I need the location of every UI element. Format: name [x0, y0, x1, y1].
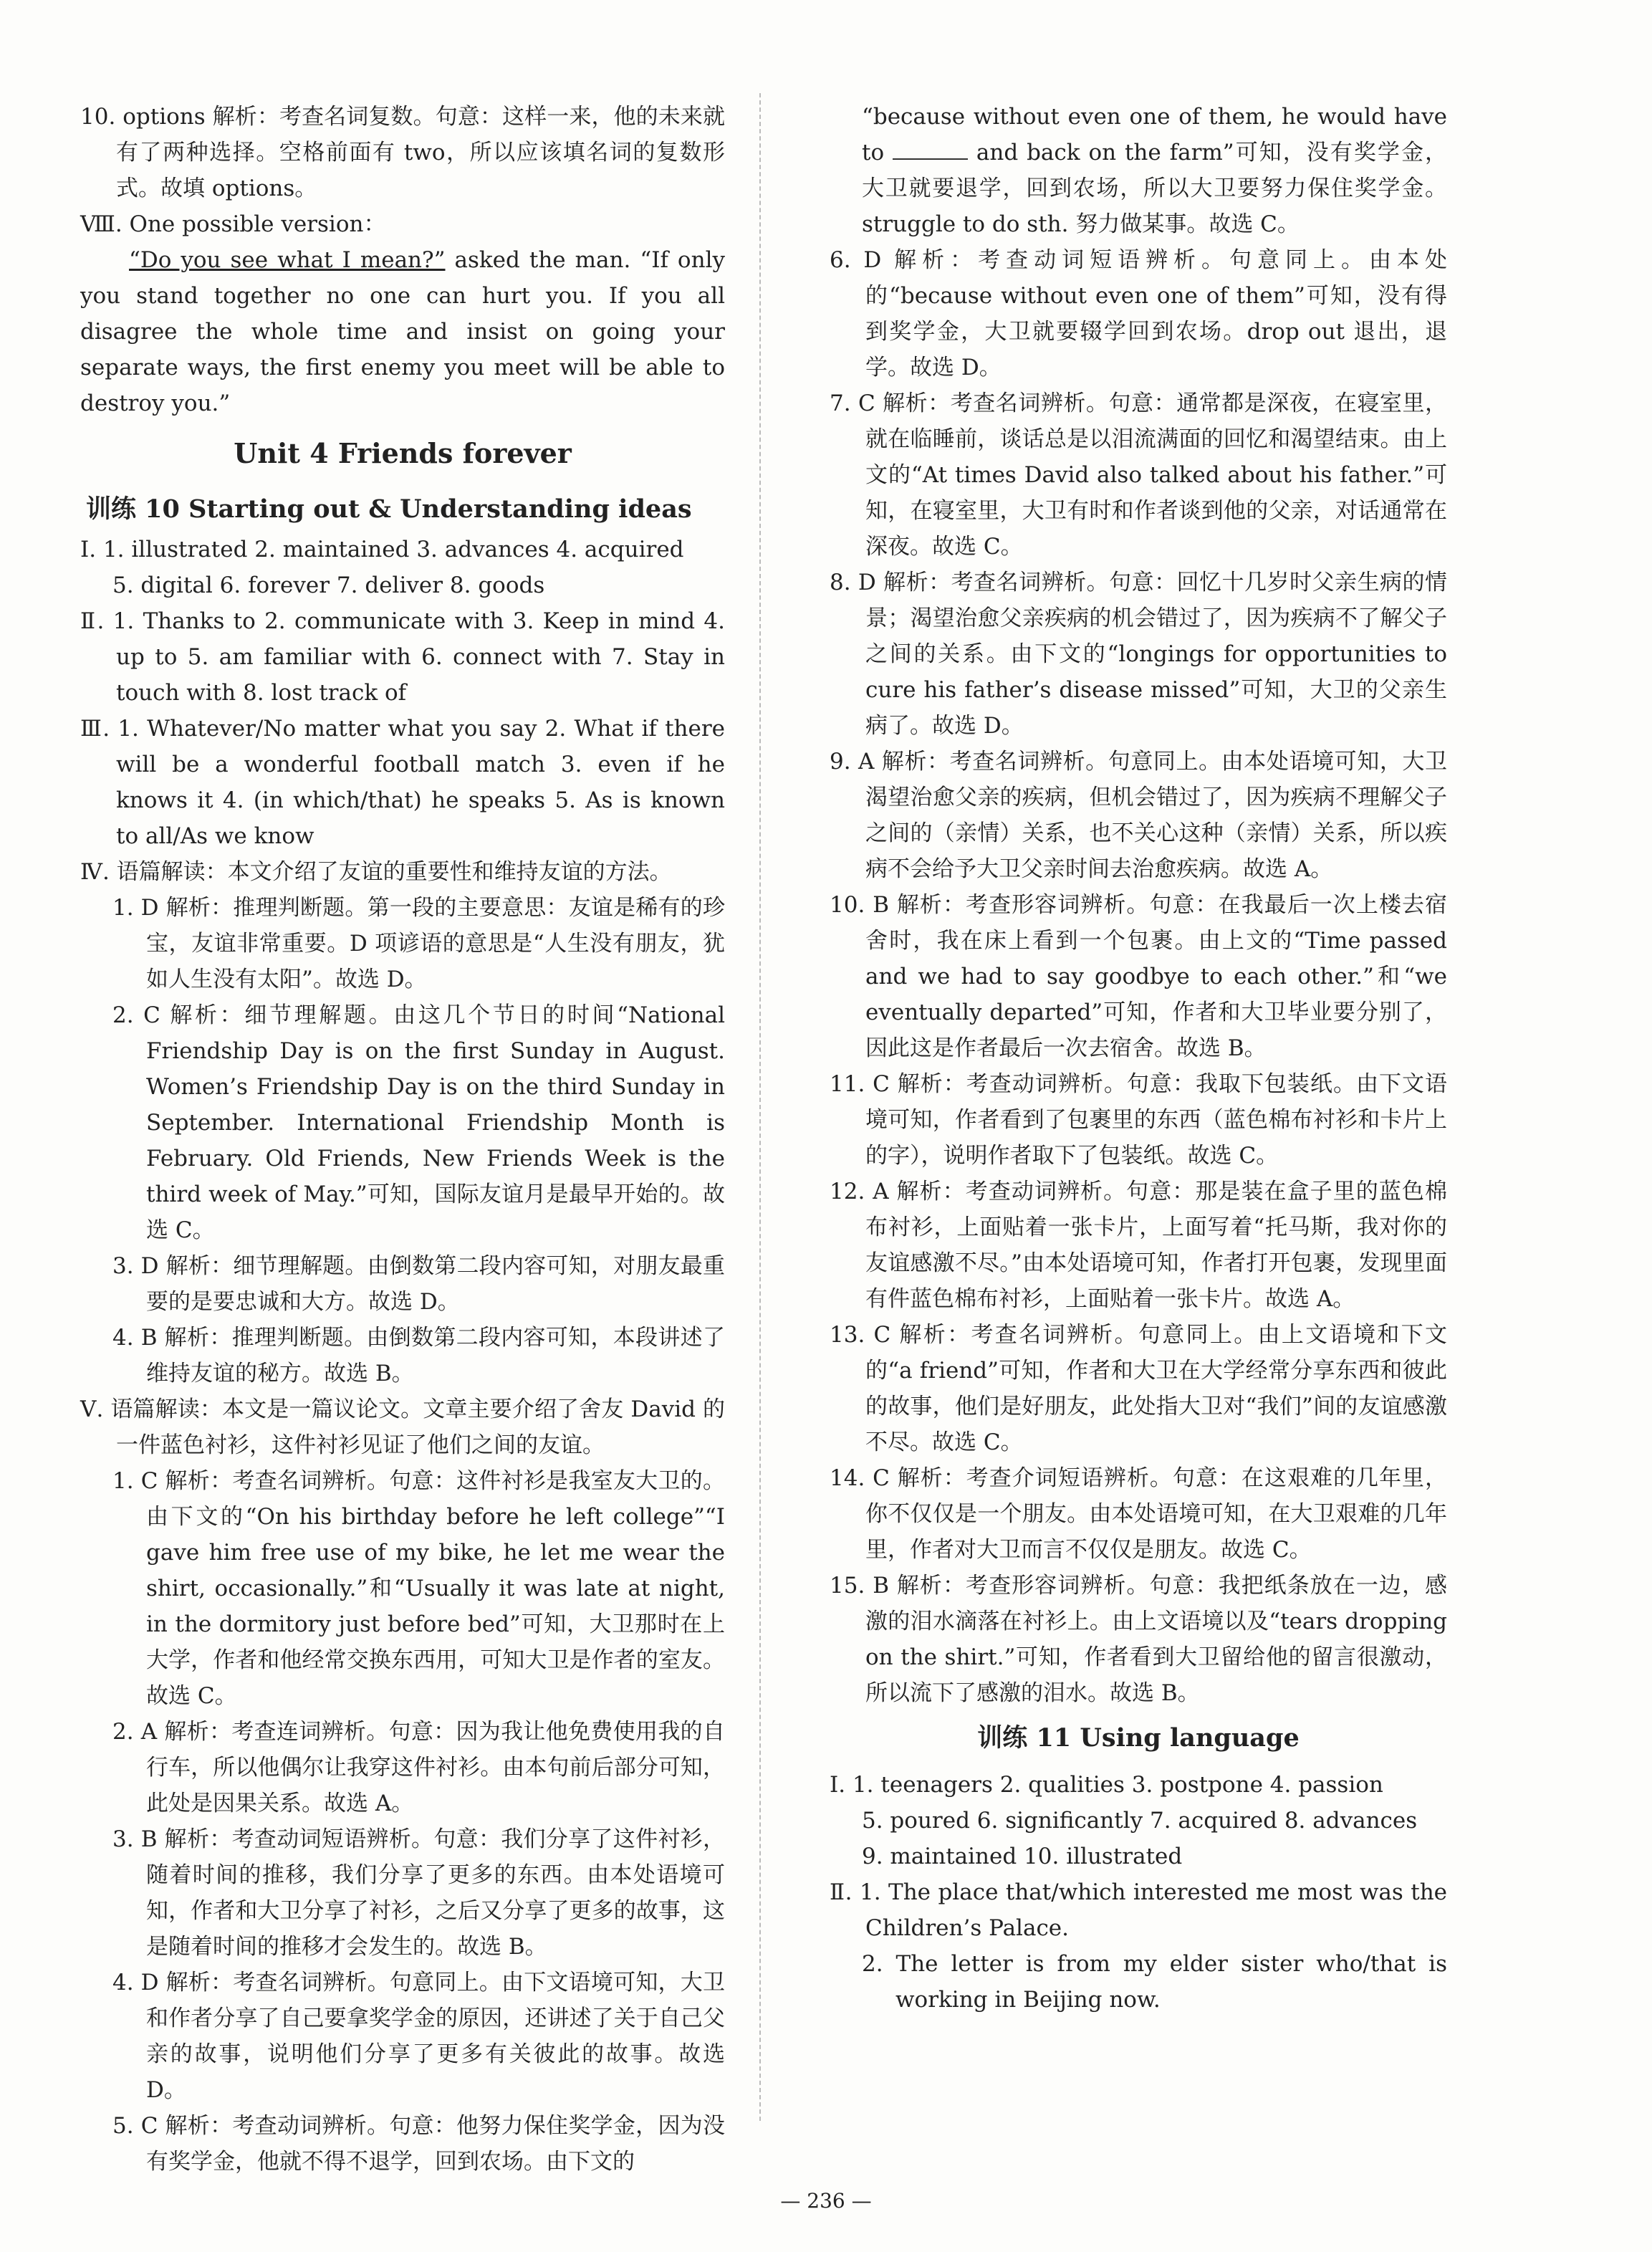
left-paragraph-9: Ⅲ. 1. Whatever/No matter what you say 2. What if there will be a wonderful football match 3. even if he knows it 4. (in which/that) he speaks 5. As is known to all/As we know: [80, 716, 725, 849]
right-paragraph-6: 10. B 解析：考查形容词辨析。句意：在我最后一次上楼去宿舍时，我在床上看到一个包裹。由上文的“Time passed and we had to say goodbye to each other.”和“we eventually departed”可知，作者和大卫毕业要分别了，因此这是作者最后一次去宿舍。故选 B。: [830, 892, 1447, 1061]
left-paragraph-7: 5. digital 6. forever 7. deliver 8. goods: [112, 572, 545, 598]
text-run: “because without even one of them, he would have to: [862, 104, 1447, 166]
left-paragraph-3: [80, 242, 725, 421]
right-paragraph-5: 9. A 解析：考查名词辨析。句意同上。由本处语境可知，大卫渴望治愈父亲的疾病，但机会错过了，因为疾病不理解父子之间的（亲情）关系，也不关心这种（亲情）关系，所以疾病不会给予大卫父亲时间去治愈疾病。故选 A。: [830, 749, 1447, 882]
right-paragraph-10: 14. C 解析：考查介词短语辨析。句意：在这艰难的几年里，你不仅仅是一个朋友。由本处语境可知，在大卫艰难的几年里，作者对大卫而言不仅仅是朋友。故选 C。: [830, 1465, 1447, 1563]
right-paragraph-15: 9. maintained 10. illustrated: [862, 1844, 1183, 1869]
left-paragraph-20: 5. C 解析：考查动词辨析。句意：他努力保住奖学金，因为没有奖学金，他就不得不退学，回到农场。由下文的: [112, 2113, 725, 2175]
left-column: [80, 99, 725, 2180]
right-paragraph-13: Ⅰ. 1. teenagers 2. qualities 3. postpone 4. passion: [830, 1772, 1383, 1798]
text-run: “Do you see what I mean?”: [129, 247, 446, 273]
left-paragraph-12: 2. C 解析：细节理解题。由这几个节日的时间“National Friendship Day is on the first Sunday in August. Women’s Friendship Day is on the third Sunday in September. International Friendship Month is February. Old Friends, New Friends Week is the third week of May.”可知，国际友谊月是最早开始的。故选 C。: [112, 1002, 725, 1243]
left-paragraph-4: Unit 4 Friends forever: [234, 437, 572, 469]
page-number: — 236 —: [780, 2189, 872, 2213]
left-paragraph-14: 4. B 解析：推理判断题。由倒数第二段内容可知，本段讲述了维持友谊的秘方。故选 B。: [112, 1325, 725, 1386]
left-paragraph-8: Ⅱ. 1. Thanks to 2. communicate with 3. Keep in mind 4. up to 5. am familiar with 6. connect with 7. Stay in touch with 8. lost track of: [80, 608, 725, 706]
right-paragraph-17: 2. The letter is from my elder sister who/that is working in Beijing now.: [862, 1951, 1447, 2013]
right-paragraph-9: 13. C 解析：考查名词辨析。句意同上。由上文语境和下文的“a friend”可知，作者和大卫在大学经常分享东西和彼此的故事，他们是好朋友，此处指大卫对“我们”间的友谊感激不尽。故选 C。: [830, 1322, 1447, 1455]
left-paragraph-19: 4. D 解析：考查名词辨析。句意同上。由下文语境可知，大卫和作者分享了自己要拿奖学金的原因，还讲述了关于自己父亲的故事，说明他们分享了更多有关彼此的故事。故选 D。: [112, 1970, 725, 2103]
left-paragraph-18: 3. B 解析：考查动词短语辨析。句意：我们分享了这件衬衫，随着时间的推移，我们分享了更多的东西。由本处语境可知，作者和大卫分享了衬衫，之后又分享了更多的故事，这是随着时间的推移才会发生的。故选 B。: [112, 1826, 725, 1960]
left-paragraph-16: 1. C 解析：考查名词辨析。句意：这件衬衫是我室友大卫的。由下文的“On his birthday before he left college”“I gave him free use of my bike, he let me wear the shirt, occasionally.”和“Usually it was late at night, in the dormitory just before bed”可知，大卫那时在上大学，作者和他经常交换东西用，可知大卫是作者的室友。故选 C。: [112, 1468, 725, 1709]
column-divider: [759, 93, 761, 2121]
right-paragraph-8: 12. A 解析：考查动词辨析。句意：那是装在盒子里的蓝色棉布衬衫，上面贴着一张卡片，上面写着“托马斯，我对你的友谊感激不尽。”由本处语境可知，作者打开包裹，发现里面有件蓝色棉布衬衫，上面贴着一张卡片。故选 A。: [830, 1179, 1447, 1312]
left-paragraph-2: Ⅷ. One possible version：: [80, 211, 386, 237]
right-paragraph-7: 11. C 解析：考查动词辨析。句意：我取下包装纸。由下文语境可知，作者看到了包裹里的东西（蓝色棉布衬衫和卡片上的字），说明作者取下了包装纸。故选 C。: [830, 1071, 1447, 1169]
left-paragraph-17: 2. A 解析：考查连词辨析。句意：因为我让他免费使用我的自行车，所以他偶尔让我穿这件衬衫。由本句前后部分可知，此处是因果关系。故选 A。: [112, 1719, 725, 1816]
right-paragraph-3: 7. C 解析：考查名词辨析。句意：通常都是深夜，在寝室里，就在临睡前，谈话总是以泪流满面的回忆和渴望结束。由上文的“At times David also talked about his father.”可知，在寝室里，大卫有时和作者谈到他的父亲，对话通常在深夜。故选 C。: [830, 390, 1447, 560]
right-paragraph-1: [830, 99, 1447, 242]
right-paragraph-11: 15. B 解析：考查形容词辨析。句意：我把纸条放在一边，感激的泪水滴落在衬衫上。由上文语境以及“tears dropping on the shirt.”可知，作者看到大卫留给他的留言很激动，所以流下了感激的泪水。故选 B。: [830, 1573, 1447, 1706]
left-paragraph-15: Ⅴ. 语篇解读：本文是一篇议论文。文章主要介绍了舍友 David 的一件蓝色衬衫，这件衬衫见证了他们之间的友谊。: [80, 1396, 725, 1458]
right-paragraph-4: 8. D 解析：考查名词辨析。句意：回忆十几岁时父亲生病的情景；渴望治愈父亲疾病的机会错过了，因为疾病不了解父子之间的关系。由下文的“longings for opportunities to cure his father’s disease missed”可知，大卫的父亲生病了。故选 D。: [830, 570, 1447, 739]
right-paragraph-16: Ⅱ. 1. The place that/which interested me most was the Children’s Palace.: [830, 1879, 1447, 1941]
answer-blank: [893, 140, 968, 160]
right-paragraph-14: 5. poured 6. significantly 7. acquired 8. advances: [862, 1808, 1418, 1834]
right-paragraph-2: 6. D 解析：考查动词短语辨析。句意同上。由本处的“because without even one of them”可知，没有得到奖学金，大卫就要辍学回到农场。drop out 退出，退学。故选 D。: [830, 247, 1447, 380]
left-paragraph-6: Ⅰ. 1. illustrated 2. maintained 3. advances 4. acquired: [80, 537, 684, 562]
left-paragraph-11: 1. D 解析：推理判断题。第一段的主要意思：友谊是稀有的珍宝，友谊非常重要。D 项谚语的意思是“人生没有朋友，犹如人生没有太阳”。故选 D。: [112, 895, 725, 992]
text-run: and back on the farm”可知，没有奖学金，大卫就要退学，回到农场，所以大卫要努力保住奖学金。struggle to do sth. 努力做某事。故选 C。: [862, 140, 1447, 237]
left-paragraph-10: Ⅳ. 语篇解读：本文介绍了友谊的重要性和维持友谊的方法。: [80, 859, 672, 885]
right-column: [830, 99, 1447, 2018]
left-paragraph-13: 3. D 解析：细节理解题。由倒数第二段内容可知，对朋友最重要的是要忠诚和大方。故选 D。: [112, 1253, 725, 1315]
right-paragraph-12: 训练 11 Using language: [977, 1723, 1300, 1753]
text-run: asked the man. “If only you stand together no one can hurt you. If you all disagree the whole time and insist on going your separate ways, the first enemy you meet will be able to destroy you.”: [80, 247, 725, 416]
left-paragraph-1: 10. options 解析：考查名词复数。句意：这样一来，他的未来就有了两种选择。空格前面有 two，所以应该填名词的复数形式。故填 options。: [80, 104, 725, 201]
left-paragraph-5: 训练 10 Starting out & Understanding ideas: [86, 494, 692, 524]
